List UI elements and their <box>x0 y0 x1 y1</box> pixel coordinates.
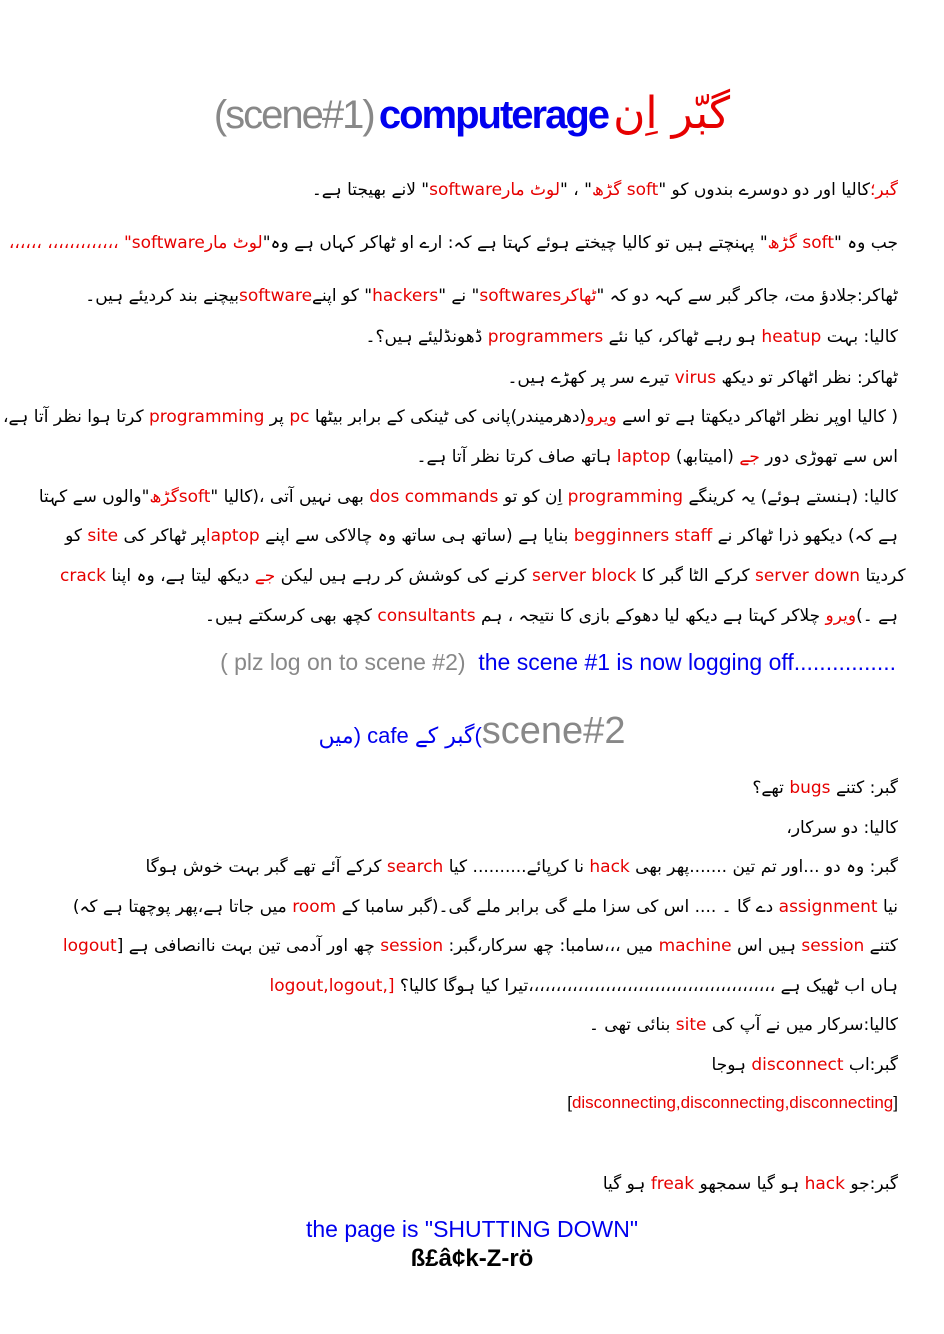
body-text: نا کرپائے.......... کیا <box>443 857 590 877</box>
highlight-text: " ،،،،،،،،،،،،، ،،،،،، <box>8 233 132 253</box>
highlight-text: لوٹ مار <box>502 180 561 200</box>
body-text: ہوجا <box>711 1055 752 1075</box>
footer-shutdown: the page is "SHUTTING DOWN" <box>305 1216 638 1242</box>
highlight-text: assignment <box>778 897 878 917</box>
page-title <box>0 88 944 139</box>
body-text: ہو گیا سمجھو <box>694 1174 805 1194</box>
highlight-text: server down <box>754 566 861 586</box>
body-text: بیچنے بند کردیئے ہیں۔ <box>85 286 240 306</box>
highlight-text: search <box>386 857 444 877</box>
highlight-text: programmers <box>487 327 604 347</box>
s1-line-1 <box>60 178 898 202</box>
body-text: گبر: وہ دو ...اور تم تین .......پھر بھی <box>629 857 898 877</box>
body-text: " ، " <box>560 180 592 200</box>
body-text: اِن کو تو <box>498 487 568 507</box>
body-text: ہو رہے ٹھاکر، کیا نئے <box>603 327 762 347</box>
body-text: (امیتابھ) <box>670 447 740 467</box>
body-text: گبر:جو <box>844 1174 898 1194</box>
s2-line-4 <box>60 895 898 919</box>
highlight-text: جے <box>254 566 276 586</box>
highlight-text: software <box>429 180 503 200</box>
body-text: دے گا ۔ .... اس کی سزا ملے گی برابر ملے گی۔(گبر سامبا کے <box>336 897 779 917</box>
highlight-text: softwares <box>479 286 562 306</box>
footer-signature: ß£â¢k-Z-rö <box>410 1245 534 1272</box>
s1-line-5 <box>60 366 898 390</box>
s2-line-9: [disconnecting,disconnecting,disconnecting] <box>567 1093 898 1112</box>
highlight-text: laptop <box>205 526 260 546</box>
highlight-text: programming <box>148 407 265 427</box>
body-text: دیکھ لیتا ہے، وہ اپنا <box>111 566 532 586</box>
body-text: " لانے بھیجتا ہے۔ <box>311 180 430 200</box>
body-text: کرنے کی کوشش کر رہے ہیں لیکن <box>105 566 527 586</box>
s1-line-7 <box>60 445 898 469</box>
highlight-text: heatup <box>761 327 822 347</box>
body-text: ( کالیا اوپر نظر اٹھاکر دیکھتا ہے تو اسے <box>616 407 898 427</box>
highlight-text: soft <box>178 487 211 507</box>
body-text: ہو گیا <box>602 1174 651 1194</box>
s1-line-10 <box>60 564 906 588</box>
scene2-heading: میں) cafe گبر کے(scene#2 <box>318 710 626 752</box>
title-computerage: computerage <box>378 93 608 137</box>
s2-line-10 <box>60 1172 898 1196</box>
highlight-text: laptop <box>616 447 671 467</box>
s1-line-8 <box>38 485 898 509</box>
body-text: گبر:اب <box>843 1055 898 1075</box>
body-text: اس سے تھوڑی دور <box>759 447 898 467</box>
s1-line-6 <box>2 405 898 429</box>
highlight-text: soft گڑھ <box>767 233 834 253</box>
highlight-text: گبر؛ <box>869 180 898 200</box>
body-text: " پہنچتے ہیں تو کالیا چیختے ہوئے کہتا ہے کہ: ارے او ٹھاکر کہاں ہے وہ" <box>262 233 768 253</box>
highlight-text: room <box>292 897 337 917</box>
highlight-text: hack <box>804 1174 845 1194</box>
highlight-text: ] <box>387 976 395 996</box>
body-text: ٹھاکر: نظر اٹھاکر تو دیکھ <box>716 368 898 388</box>
body-text: چھ اور آدمی تین بہت ناانصافی ہے [ <box>116 936 381 956</box>
logoff-blue-text: the scene #1 is now logging off <box>478 649 794 675</box>
s2-line-5 <box>60 934 898 958</box>
highlight-text: crack <box>60 566 106 586</box>
highlight-text: disconnect <box>751 1055 844 1075</box>
s1-line-4 <box>60 325 898 349</box>
highlight-text: لوٹ مار <box>204 233 263 253</box>
body-text: میں ،،،سامبا: چھ سرکار،گبر: <box>443 936 659 956</box>
body-text: پر ٹھاکر کی <box>118 526 206 546</box>
body-text: ہیں اس <box>731 936 802 956</box>
logoff-gray-text: ( plz log on to scene #2) <box>220 649 466 675</box>
s2-line-2 <box>60 816 898 840</box>
body-text: ہے ۔) <box>856 606 898 626</box>
s2-line-6 <box>60 974 898 998</box>
highlight-text: ٹھاکر <box>561 286 597 306</box>
body-text: کرکے الٹا گبر کا <box>636 566 755 586</box>
body-text: " نے " <box>438 286 480 306</box>
highlight-text: virus <box>674 368 717 388</box>
highlight-text: pc <box>289 407 310 427</box>
body-text: "والوں سے کہتا <box>38 487 150 507</box>
s1-line-11 <box>60 604 898 628</box>
body-text: کرتا ہوا نظر آتا ہے، <box>2 407 149 427</box>
highlight-text: software <box>131 233 205 253</box>
title-scene-label: (scene#1) <box>213 93 374 137</box>
body-text: ہے کہ) دیکھو ذرا ٹھاکر نے <box>712 526 898 546</box>
highlight-text: freak <box>650 1174 695 1194</box>
body-text: چلاکر کہتا ہے دیکھ لیا دھوکے بازی کا نتیجہ ، ہم <box>475 606 826 626</box>
highlight-text: soft گڑھ <box>591 180 659 200</box>
body-text: کتنے <box>864 936 898 956</box>
body-text: گبر: کتنے <box>830 778 898 798</box>
s1-line-2 <box>8 231 898 255</box>
body-text: پر <box>264 407 290 427</box>
s1-line-3 <box>60 284 898 308</box>
highlight-text: گڑھ <box>149 487 179 507</box>
body-text: (دھرمیندر)پانی کی ٹینکی کے برابر بیٹھا <box>309 407 587 427</box>
highlight-text: dos commands <box>369 487 499 507</box>
highlight-text: جے <box>739 447 760 467</box>
body-text: کالیا اور دو دوسرے بندوں کو " <box>658 180 870 200</box>
highlight-text: session <box>380 936 444 956</box>
body-text: ہاں اب ٹھیک ہے ،،،،،،،،،،،،،،،،،،،،،،،،،،،،،،،،،،،،،،،،،،،،،تیرا کیا ہوگا کالیا؟ <box>394 976 898 996</box>
s1-line-9 <box>60 524 898 548</box>
body-text: کرکے آئے تھے گبر بہت خوش ہوگا <box>145 857 387 877</box>
highlight-text: bugs <box>789 778 831 798</box>
body-text: بنائی تھی ۔ <box>588 1015 676 1035</box>
s2-line-8 <box>60 1053 898 1077</box>
body-text: کالیا: بہت <box>821 327 898 347</box>
body-text: کالیا: (ہنستے ہوئے) یہ کرینگے <box>683 487 898 507</box>
body-text: میں جاتا ہے،پھر پوچھتا ہے کہ) <box>72 897 293 917</box>
s2-line-1 <box>60 776 898 800</box>
title-urdu: گبّر اِن <box>613 88 731 139</box>
body-text: نیا <box>877 897 898 917</box>
body-text: جب وہ " <box>834 233 898 253</box>
highlight-text: programming <box>567 487 684 507</box>
body-text: کالیا:سرکار میں نے آپ کی <box>706 1015 898 1035</box>
body-text: ڈھونڈلیئے ہیں؟۔ <box>365 327 488 347</box>
body-text: ٹھاکر:جلادؤ مت، جاکر گبر سے کہہ دو کہ " <box>596 286 898 306</box>
highlight-text: begginners staff <box>573 526 713 546</box>
highlight-text: software <box>239 286 313 306</box>
body-text: بنایا ہے (ساتھ ہی ساتھ وہ چالاکی سے اپنے <box>259 526 574 546</box>
highlight-text: hackers <box>372 286 439 306</box>
body-text: " کو اپنے <box>312 286 373 306</box>
highlight-text: logout,logout, <box>269 976 388 996</box>
body-text: کو <box>65 526 88 546</box>
body-text: ہاتھ صاف کرتا نظر آتا ہے۔ <box>416 447 617 467</box>
highlight-text: site <box>675 1015 707 1035</box>
highlight-text: logout <box>62 936 117 956</box>
highlight-text: site <box>87 526 119 546</box>
highlight-text: consultants <box>377 606 476 626</box>
highlight-text: ویرو <box>586 407 617 427</box>
highlight-text: server block <box>532 566 637 586</box>
s2-line-7 <box>60 1013 898 1037</box>
scene1-logoff: ( plz log on to scene #2) the scene #1 is now logging off................ <box>220 649 896 675</box>
body-text: تھے؟ <box>752 778 790 798</box>
highlight-text: machine <box>658 936 732 956</box>
body-text: بھی نہیں آتی ،(کالیا " <box>210 487 370 507</box>
body-text: کالیا: دو سرکار، <box>786 818 898 838</box>
highlight-text: hack <box>589 857 630 877</box>
s2-line-3 <box>60 855 898 879</box>
body-text: کچھ بھی کرسکتے ہیں۔ <box>204 606 378 626</box>
highlight-text: session <box>801 936 865 956</box>
highlight-text: ویرو <box>825 606 857 626</box>
body-text: تیرے سر پر کھڑے ہیں۔ <box>507 368 675 388</box>
body-text: کردیتا <box>860 566 906 586</box>
